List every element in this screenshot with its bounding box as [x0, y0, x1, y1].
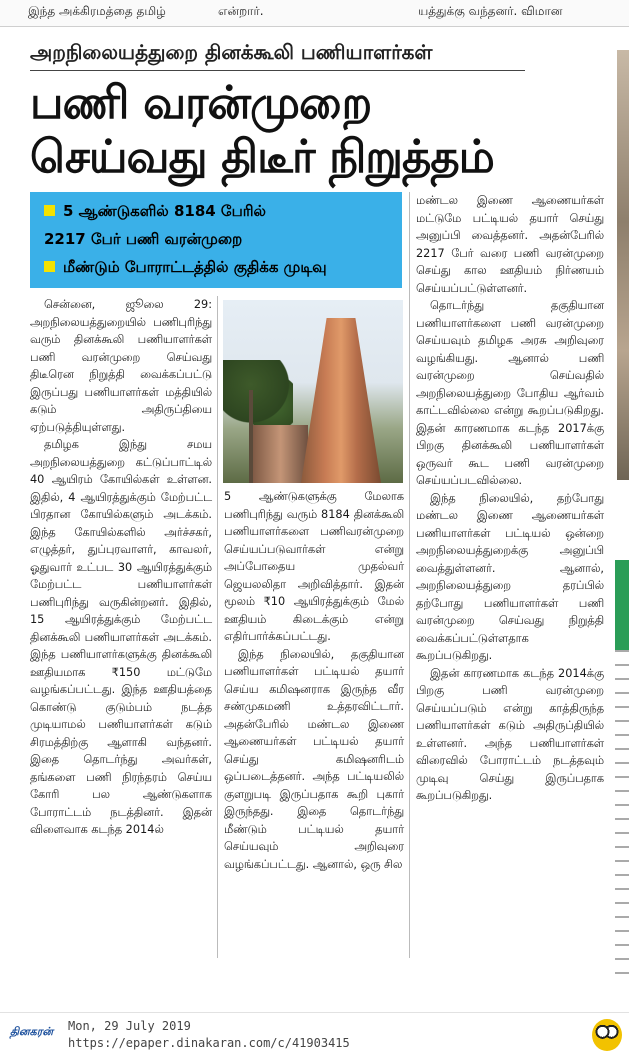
dinakaran-logo[interactable]: தினகரன் — [10, 1025, 54, 1038]
paragraph: தமிழக இந்து சமய அறநிலையத்துறை கட்டுப்பாட்டில் 40 ஆயிரம் கோயில்கள் உள்ளன. இதில், 4 ஆயிரத்துக்கும் மேற்பட்ட பிரதான கோயில்களும் அடக்கம். இந்த கோயில்களில் அர்ச்சகர், எழுத்தர், துப்புரவாளர், காவலர், ஓதுவார் உட்பட 30 ஆயிரத்துக்கும் மேற்பட்ட பணியாளர்கள் பணிபுரிந்து வருகின்றனர். இதில், 15 ஆயிரத்துக்கும் மேற்பட்ட தினக்கூலி பணியாளர்கள் அடக்கம். இந்த பணியாளர்களுக்கு தினக்கூலி ஊதியமாக ₹150 மட்டுமே வழங்கப்பட்டது. இந்த ஊதியத்தை கொண்டு குடும்பம் நடத்த முடியாமல் பணியாளர்கள் கடும் சிரமத்திற்கு ஆளாகி வந்தனர். இதை தொடர்ந்து அவர்கள், தங்களை பணி நிரந்தரம் செய்ய கோரி பல ஆண்டுகளாக போராட்டம் நடத்தினர். இதன் விளைவாக கடந்த 2014ல் — [30, 438, 212, 836]
paragraph: இந்த நிலையில், தற்போது மண்டல இணை ஆணையர்கள் பணியாளர்கள் பட்டியல் ஒன்றை அறநிலையத்துறைக்கு அனுப்பி வைத்துள்ளனர். ஆனால், அறநிலையத்துறை தரப்பில் தற்போது பணியாளர்கள் பணி வரன்முறை செய்வது நிறுத்தி வைக்கப்பட்டுள்ளதாக கூறப்படுகிறது. — [416, 491, 604, 662]
temple-photo — [223, 300, 403, 483]
highlight-item: மீண்டும் போராட்டத்தில் குதிக்க முடிவு — [44, 258, 327, 278]
article-column-2 — [224, 488, 404, 873]
adjacent-photo — [617, 50, 629, 480]
paragraph: இந்த நிலையில், தகுதியான பணியாளர்கள் பட்டியல் தயார் செய்ய கமிஷனராக இருந்த வீர சண்முகமணி உத்தரவிட்டார். அதன்பேரில் மண்டல இணை ஆணையர்கள் பட்டியல் தயார் செய்து கமிஷனரிடம் ஒப்படைத்தனர். அந்த பட்டியலில் குளறுபடி இருப்பதாக கூறி புகார் இருந்தது. இதை தொடர்ந்து மீண்டும் பட்டியல் தயார் செய்யவும் அறிவுரை வழங்கப்பட்டது. ஆனால், ஒரு சில — [224, 647, 404, 871]
column-divider — [409, 192, 410, 958]
article-column-3 — [416, 192, 604, 805]
small-gopuram — [253, 425, 308, 483]
article-column-1 — [30, 296, 212, 839]
temple-gopuram — [301, 318, 381, 483]
strip-text-right: யத்துக்கு வந்தனர். விமான — [418, 4, 563, 18]
headline-line-2: செய்வது திடீர் நிறுத்தம் — [30, 130, 494, 183]
adjacent-green-box — [615, 560, 629, 650]
adjacent-article-edge — [609, 40, 629, 960]
paragraph: தொடர்ந்து தகுதியான பணியாளர்களை பணி வரன்முறை செய்யவும் தமிழக அரசு அறிவுரை வழங்கியது. ஆனால் பணி வரன்முறை செய்வதில் அறநிலையத்துறை போதிய ஆர்வம் காட்டவில்லை என்று கூறப்படுகிறது. இதன் காரணமாக கடந்த 2017க்கு பிறகு தினக்கூலி பணியாளர்கள் ஒருவர் கூட பணி வரன்முறை செய்யப்படவில்லை. — [416, 299, 604, 487]
paragraph: 5 ஆண்டுகளுக்கு மேலாக பணிபுரிந்து வரும் 8184 தினக்கூலி பணியாளர்களை பணிவரன்முறை செய்யப்படுவார்கள் என்று அப்போதைய முதல்வர் ஜெயலலிதா அறிவித்தார். இதன் மூலம் ₹10 ஆயிரத்துக்கும் மேல் ஊதியம் கிடைக்கும் என்று எதிர்பார்க்கப்பட்டது. — [224, 490, 404, 643]
strip-text-mid: என்றார். — [218, 4, 264, 18]
paragraph: சென்னை, ஜூலை 29: அறநிலையத்துறையில் பணிபுரிந்து வரும் தினக்கூலி பணியாளர்கள் பணி வரன்முறை செய்வது திடீரென நிறுத்தி வைக்கப்பட்டு இருப்பது பணியாளர்கள் மத்தியில் கடும் அதிருப்தியை ஏற்படுத்தியுள்ளது. — [30, 298, 212, 434]
highlights-box — [30, 192, 402, 288]
highlight-item: 5 ஆண்டுகளில் 8184 பேரில் — [44, 202, 266, 222]
headline-line-1: பணி வரன்முறை — [30, 76, 372, 129]
bullet-square-icon — [44, 261, 55, 272]
paragraph: இதன் காரணமாக கடந்த 2014க்கு பிறகு பணி வரன்முறை செய்யப்படும் என்று காத்திருந்த பணியாளர்கள் கடும் அதிருப்தியில் உள்ளனர். அந்த பணியாளர்கள் விரைவில் போராட்டம் நடத்தவும் முடிவு செய்து இருப்பதாக கூறப்படுகிறது. — [416, 666, 604, 802]
highlight-item: 2217 பேர் பணி வரன்முறை — [44, 230, 243, 248]
owl-mascot-icon — [592, 1019, 622, 1051]
strip-text-left: இந்த அக்கிரமத்தை தமிழ் — [28, 4, 166, 18]
bullet-square-icon — [44, 205, 55, 216]
previous-article-strip — [0, 0, 629, 27]
edition-date: Mon, 29 July 2019 — [68, 1019, 191, 1033]
column-divider — [217, 296, 218, 958]
article-url-link[interactable]: https://epaper.dinakaran.com/c/41903415 — [68, 1036, 350, 1050]
article-kicker: அறநிலையத்துறை தினக்கூலி பணியாளர்கள் — [30, 40, 433, 64]
paragraph: மண்டல இணை ஆணையர்கள் மட்டுமே பட்டியல் தயார் செய்து அனுப்பி வைத்தனர். அதன்பேரில் 2217 பேர் வரை பணி வரன்முறை செய்து கால ஊதியம் நிர்ணயம் செய்யப்பட்டுள்ளனர். — [416, 194, 604, 295]
epaper-footer — [0, 1012, 629, 1056]
kicker-divider — [30, 70, 525, 71]
